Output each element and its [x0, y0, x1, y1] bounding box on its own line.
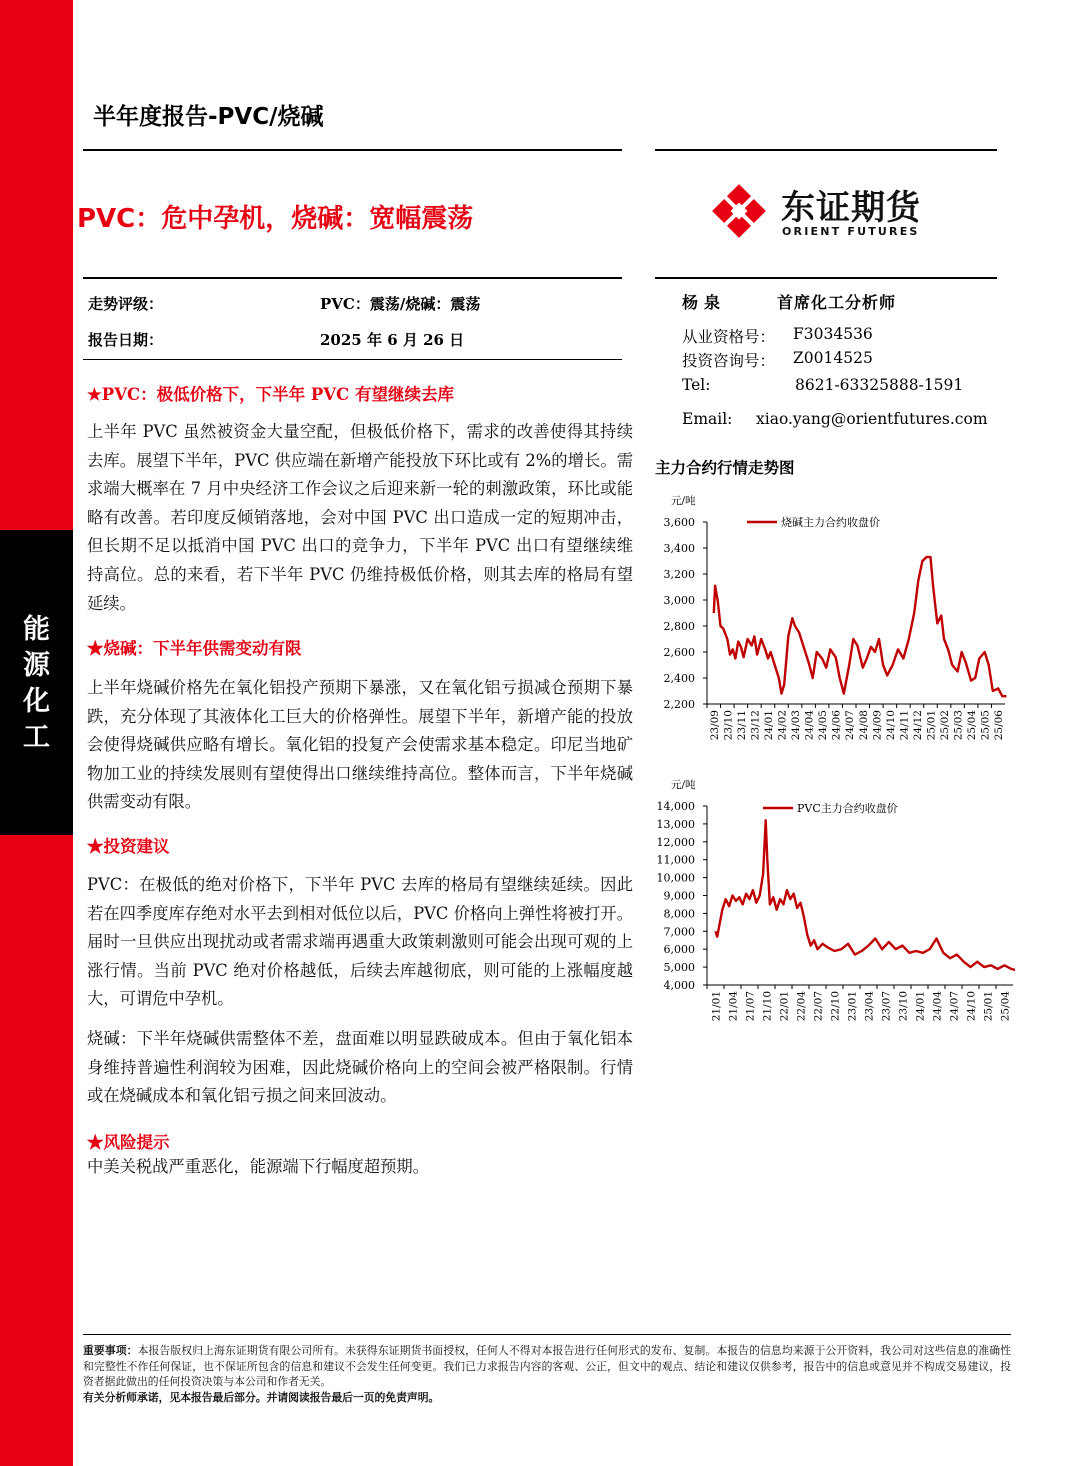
- x-tick-label: 23/09: [708, 710, 721, 741]
- body-paragraph: 上半年烧碱价格先在氧化铝投产预期下暴涨，又在氧化铝亏损减仓预期下暴跌，充分体现了其液体化工巨大的价格弹性。展望下半年，新增产能的投放会使得烧碱供应略有增长。氧化铝的投复产会使需求基本稳定。印尼当地矿物加工业的持续发展则有望使得出口继续维持高位。整体而言，下半年烧碱供需变动有限。: [87, 678, 633, 812]
- pvc-chart-svg: [655, 774, 1015, 1036]
- y-tick-label: 3,200: [663, 568, 695, 581]
- y-tick-label: 9,000: [663, 889, 695, 903]
- category-char: 化: [23, 686, 50, 717]
- y-tick-label: 8,000: [663, 907, 695, 921]
- logo-text-en: ORIENT FUTURES: [782, 225, 920, 238]
- logo-mark-icon: [706, 178, 772, 244]
- legend-label: PVC主力合约收盘价: [797, 802, 898, 815]
- date-label: 报告日期：: [88, 331, 164, 349]
- body-paragraph: 烧碱：下半年烧碱供需整体不差，盘面难以明显跌破成本。但由于氧化铝本身维持普遍性利润较为困难，因此烧碱价格向上的空间会被严格限制。行情或在烧碱成本和氧化铝亏损之间来回波动。: [87, 1029, 633, 1106]
- series-line: [716, 820, 1016, 970]
- y-tick-label: 5,000: [663, 961, 695, 975]
- y-tick-label: 3,000: [663, 594, 695, 607]
- x-tick-label: 23/01: [846, 991, 859, 1022]
- email-link[interactable]: xiao.yang@orientfutures.com: [756, 410, 988, 428]
- category-char: 能: [23, 614, 50, 645]
- y-tick-label: 2,400: [663, 672, 695, 685]
- x-tick-label: 21/01: [710, 991, 723, 1022]
- caustic-soda-chart-svg: [655, 488, 1015, 758]
- consult-value: Z0014525: [793, 349, 873, 367]
- disclaimer: [83, 1343, 1011, 1405]
- tel-label: Tel:: [682, 376, 711, 394]
- disclaimer-label: 重要事项：: [83, 1344, 138, 1357]
- caustic-soda-chart: [655, 488, 1015, 758]
- section-heading: ★PVC：极低价格下，下半年 PVC 有望继续去库: [87, 385, 454, 404]
- x-tick-label: 22/01: [778, 991, 791, 1022]
- y-tick-label: 2,600: [663, 646, 695, 659]
- y-tick-label: 3,400: [663, 542, 695, 555]
- x-tick-label: 23/10: [722, 710, 735, 741]
- divider: [655, 149, 997, 151]
- x-tick-label: 23/12: [749, 710, 762, 741]
- email-label: Email:: [682, 410, 733, 428]
- tel-value: 8621-63325888-1591: [795, 376, 964, 394]
- divider: [83, 359, 622, 360]
- x-tick-label: 24/11: [898, 710, 911, 741]
- x-tick-label: 23/07: [880, 991, 893, 1022]
- x-tick-label: 23/04: [863, 991, 876, 1022]
- y-tick-label: 11,000: [656, 853, 695, 867]
- x-tick-label: 24/10: [884, 710, 897, 741]
- rating-value: PVC：震荡/烧碱：震荡: [320, 295, 481, 313]
- y-tick-label: 7,000: [663, 925, 695, 939]
- x-tick-label: 24/04: [803, 710, 816, 741]
- chart-section-heading: 主力合约行情走势图: [655, 458, 795, 477]
- disclaimer-note: 有关分析师承诺，见本报告最后部分。并请阅读报告最后一页的免责声明。: [83, 1390, 440, 1404]
- x-tick-label: 25/05: [979, 710, 992, 741]
- y-axis-unit: 元/吨: [671, 779, 696, 791]
- y-tick-label: 2,800: [663, 620, 695, 633]
- y-tick-label: 2,200: [663, 698, 695, 711]
- body-paragraph: 上半年 PVC 虽然被资金大量空配，但极低价格下，需求的改善使得其持续去库。展望下半年，PVC 供应端在新增产能投放下环比或有 2%的增长。需求端大概率在 7 月中央经济工作会议之后迎来新一轮的刺激政策，环比或能略有改善。若印度反倾销落地，会对中国 PVC 出口造成一定的短期冲击，但长期不足以抵消中国 PVC 出口的竞争力，下半年 PVC 出口有望继续维持高位。总的来看，若下半年 PVC 仍维持极低价格，则其去库的格局有望延续。: [87, 422, 633, 613]
- footer-divider: [83, 1334, 1011, 1335]
- date-value: 2025 年 6 月 26 日: [320, 331, 465, 349]
- analyst-name: 杨泉: [682, 293, 727, 312]
- logo-text-cn: 东证期货: [781, 188, 921, 228]
- category-tab-label: [0, 612, 73, 756]
- divider: [83, 277, 622, 279]
- x-tick-label: 25/03: [952, 710, 965, 741]
- x-tick-label: 24/12: [911, 710, 924, 741]
- x-tick-label: 24/03: [790, 710, 803, 741]
- y-tick-label: 6,000: [663, 943, 695, 957]
- section-heading: ★投资建议: [87, 837, 170, 856]
- x-tick-label: 21/07: [744, 991, 757, 1022]
- x-tick-label: 22/04: [795, 991, 808, 1022]
- x-tick-label: 24/09: [871, 710, 884, 741]
- x-tick-label: 23/10: [897, 991, 910, 1022]
- y-tick-label: 13,000: [656, 817, 695, 831]
- y-tick-label: 12,000: [656, 835, 695, 849]
- x-tick-label: 25/06: [993, 710, 1006, 741]
- series-line: [714, 557, 1007, 696]
- x-tick-label: 22/10: [829, 991, 842, 1022]
- x-tick-label: 25/02: [939, 710, 952, 741]
- x-tick-label: 25/04: [966, 710, 979, 741]
- section-heading: ★风险提示: [87, 1133, 170, 1152]
- category-char: 源: [23, 650, 50, 681]
- report-type: 半年度报告-PVC/烧碱: [93, 104, 324, 130]
- legend-label: 烧碱主力合约收盘价: [781, 516, 880, 529]
- x-tick-label: 21/04: [727, 991, 740, 1022]
- x-tick-label: 25/01: [925, 710, 938, 741]
- category-char: 工: [23, 722, 50, 753]
- divider: [83, 149, 622, 151]
- y-axis-unit: 元/吨: [671, 495, 696, 507]
- y-tick-label: 10,000: [656, 871, 695, 885]
- x-tick-label: 25/04: [999, 991, 1012, 1022]
- x-tick-label: 24/02: [776, 710, 789, 741]
- x-tick-label: 24/01: [762, 710, 775, 741]
- rating-label: 走势评级：: [88, 295, 164, 313]
- pvc-chart: [655, 774, 1015, 1036]
- company-logo: [706, 178, 936, 244]
- analyst-title: 首席化工分析师: [777, 293, 897, 312]
- divider: [655, 277, 997, 279]
- section-heading: ★烧碱：下半年供需变动有限: [87, 639, 302, 658]
- consult-label: 投资咨询号：: [682, 352, 776, 370]
- x-tick-label: 24/05: [817, 710, 830, 741]
- x-tick-label: 24/08: [857, 710, 870, 741]
- x-tick-label: 25/01: [982, 991, 995, 1022]
- y-tick-label: 3,600: [663, 516, 695, 529]
- y-tick-label: 4,000: [663, 979, 695, 992]
- x-tick-label: 24/06: [830, 710, 843, 741]
- x-tick-label: 24/10: [965, 991, 978, 1022]
- cert-value: F3034536: [793, 325, 873, 343]
- body-paragraph: 中美关税战严重恶化，能源端下行幅度超预期。: [87, 1157, 429, 1176]
- x-tick-label: 24/07: [948, 991, 961, 1022]
- report-title: PVC：危中孕机，烧碱：宽幅震荡: [77, 204, 474, 234]
- x-tick-label: 22/07: [812, 991, 825, 1022]
- body-paragraph: PVC：在极低的绝对价格下，下半年 PVC 去库的格局有望继续延续。因此若在四季度库存绝对水平去到相对低位以后，PVC 价格向上弹性将被打开。届时一旦供应出现扰动或者需求端再遇重大政策刺激则可能会出现可观的上涨行情。当前 PVC 绝对价格越低，后续去库越彻底，则可能的上涨幅度越大，可谓危中孕机。: [87, 875, 633, 1009]
- cert-label: 从业资格号：: [682, 328, 776, 346]
- x-tick-label: 24/01: [914, 991, 927, 1022]
- x-tick-label: 21/10: [761, 991, 774, 1022]
- x-tick-label: 24/04: [931, 991, 944, 1022]
- x-tick-label: 23/11: [735, 710, 748, 741]
- x-tick-label: 24/07: [844, 710, 857, 741]
- disclaimer-text: 本报告版权归上海东证期货有限公司所有。未获得东证期货书面授权，任何人不得对本报告进行任何形式的发布、复制。本报告的信息均来源于公开资料，我公司对这些信息的准确性和完整性不作任何保证，也不保证所包含的信息和建议不会发生任何变更。我们已力求报告内容的客观、公正，但文中的观点、结论和建议仅供参考，报告中的信息或意见并不构成交易建议，投资者据此做出的任何投资决策与本公司和作者无关。: [83, 1344, 1012, 1388]
- y-tick-label: 14,000: [656, 800, 695, 813]
